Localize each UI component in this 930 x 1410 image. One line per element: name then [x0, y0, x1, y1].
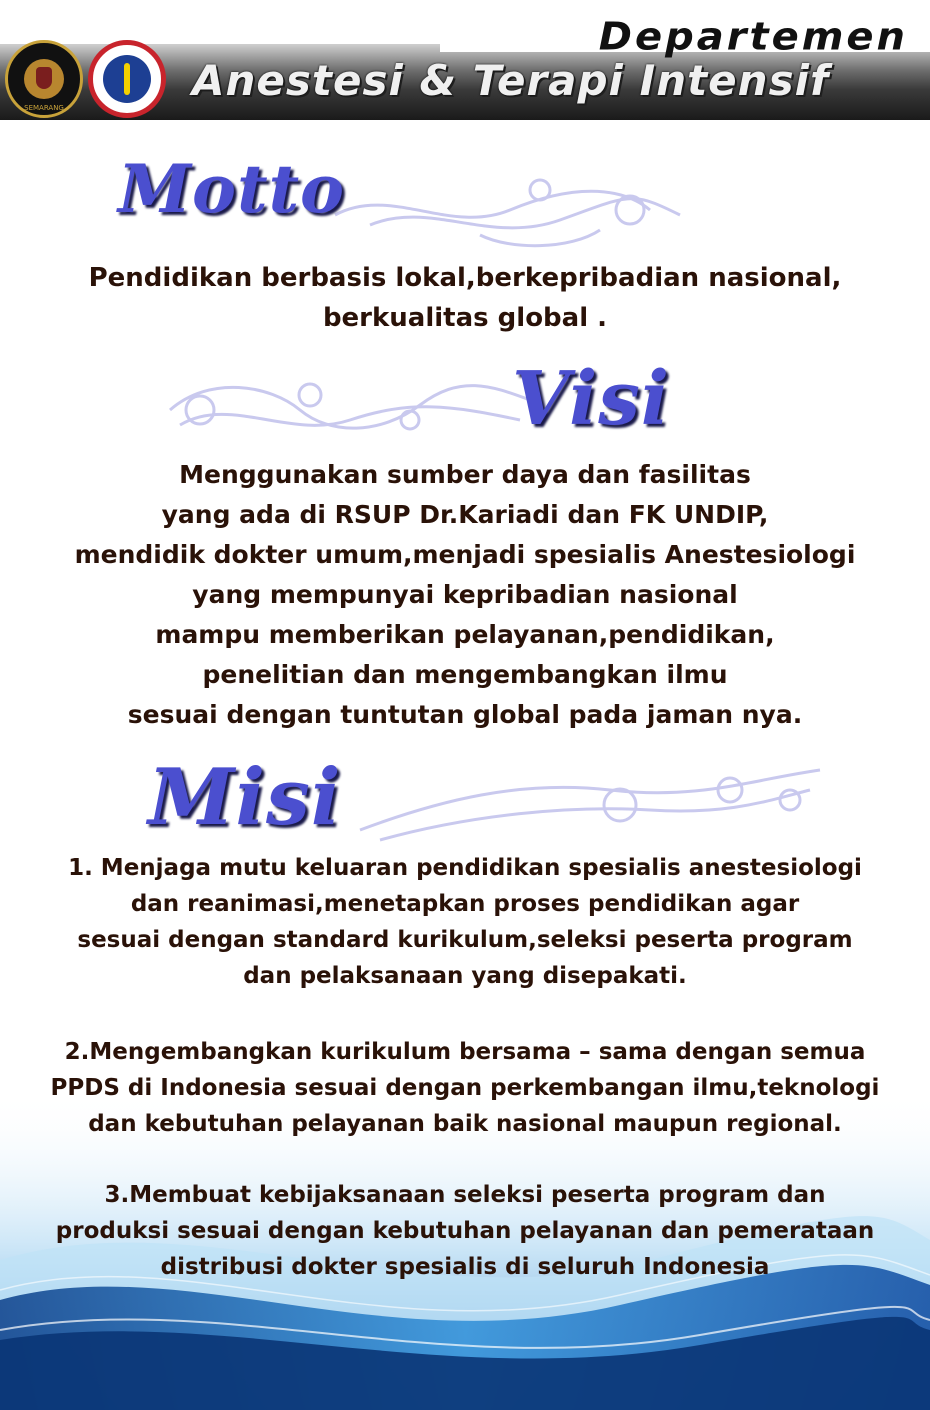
misi-item: [0, 1034, 930, 1142]
visi-text: [0, 455, 930, 735]
misi-line: 2.Mengembangkan kurikulum bersama – sama dengan semua: [64, 1039, 866, 1065]
misi-line: 3.Membuat kebijaksanaan seleksi peserta program dan: [104, 1182, 826, 1208]
caduceus-icon: [103, 55, 151, 103]
visi-line: sesuai dengan tuntutan global pada jaman nya.: [127, 700, 803, 729]
misi-item: [0, 1177, 930, 1285]
motto-text: [0, 258, 930, 338]
misi-line: distribusi dokter spesialis di seluruh Indonesia: [160, 1254, 770, 1280]
visi-title: Visi: [512, 356, 670, 442]
association-logo: [88, 40, 166, 118]
header-banner: [0, 0, 930, 125]
visi-line: Menggunakan sumber daya dan fasilitas: [179, 460, 751, 489]
university-logo: [5, 40, 83, 118]
misi-line: 1. Menjaga mutu keluaran pendidikan spesialis anestesiologi: [68, 855, 862, 881]
misi-swirl-decoration: [350, 760, 830, 850]
misi-line: sesuai dengan standard kurikulum,seleksi peserta program: [77, 927, 853, 953]
misi-line: dan kebutuhan pelayanan baik nasional maupun regional.: [88, 1111, 842, 1137]
motto-line: berkualitas global .: [322, 303, 608, 333]
misi-line: PPDS di Indonesia sesuai dengan perkembangan ilmu,teknologi: [50, 1075, 880, 1101]
university-logo-text: SEMARANG: [24, 104, 64, 112]
visi-line: penelitian dan mengembangkan ilmu: [202, 660, 728, 689]
motto-swirl-decoration: [330, 165, 690, 255]
visi-swirl-decoration: [160, 365, 540, 450]
visi-line: mendidik dokter umum,menjadi spesialis Anestesiologi: [74, 540, 856, 569]
visi-line: mampu memberikan pelayanan,pendidikan,: [155, 620, 775, 649]
motto-title: Motto: [118, 150, 346, 228]
visi-line: yang mempunyai kepribadian nasional: [192, 580, 738, 609]
university-emblem-icon: [24, 59, 64, 99]
motto-line: Pendidikan berbasis lokal,berkepribadian nasional,: [88, 263, 842, 293]
misi-line: dan reanimasi,menetapkan proses pendidikan agar: [130, 891, 800, 917]
department-subtitle: Anestesi & Terapi Intensif: [192, 56, 830, 105]
header-title-area: [440, 8, 930, 59]
misi-title: Misi: [148, 752, 342, 843]
misi-line: produksi sesuai dengan kebutuhan pelayanan dan pemerataan: [55, 1218, 875, 1244]
misi-item: [0, 850, 930, 994]
visi-line: yang ada di RSUP Dr.Kariadi dan FK UNDIP,: [161, 500, 769, 529]
misi-line: dan pelaksanaan yang disepakati.: [243, 963, 687, 989]
department-title: Departemen: [598, 15, 908, 59]
